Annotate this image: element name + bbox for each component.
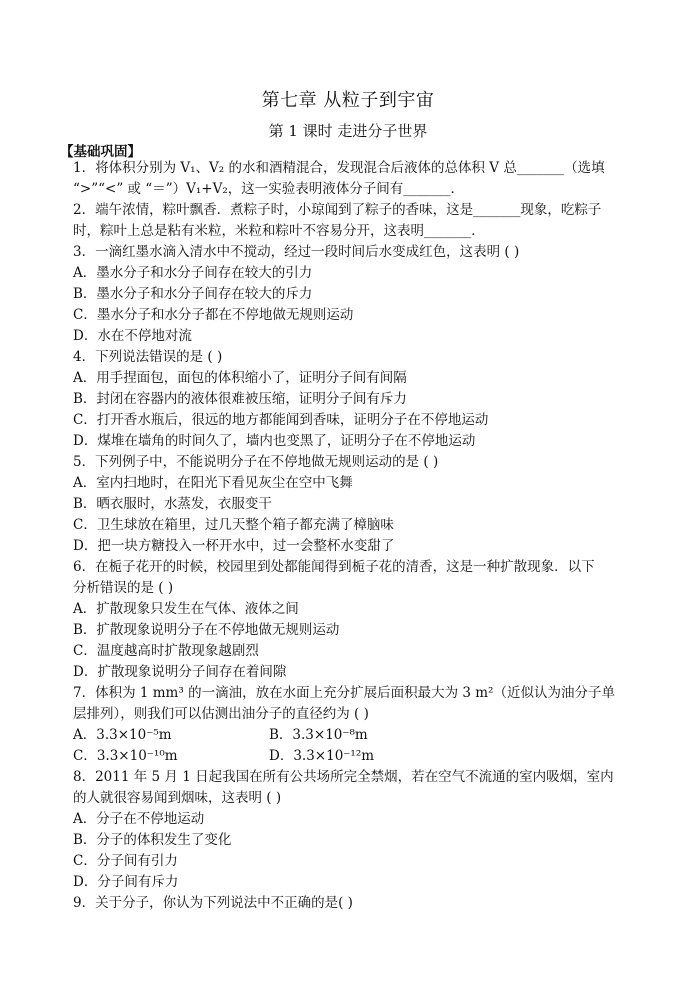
text-line: D．煤堆在墙角的时间久了，墙内也变黑了，证明分子在不停地运动 (73, 433, 476, 449)
section-label: 【基础巩固】 (60, 144, 141, 160)
text-line: 层排列），则我们可以估测出油分子的直径约为 ( ) (73, 706, 369, 722)
q7-option-b: B．3.3×10⁻⁸m (269, 727, 368, 743)
question-body (73, 158, 633, 914)
text-line: C．分子间有引力 (73, 853, 178, 869)
q7-option-d: D．3.3×10⁻¹²m (269, 748, 375, 764)
text-line: 8．2011 年 5 月 1 日起我国在所有公共场所完全禁烟，若在空气不流通的室内吸烟，室内 (73, 769, 614, 785)
text-line: A．扩散现象只发生在气体、液体之间 (73, 601, 299, 617)
text-line: 6．在栀子花开的时候，校园里到处都能闻得到栀子花的清香，这是一种扩散现象．以下 (73, 559, 595, 575)
chapter-title: 第七章 从粒子到宇宙 (261, 90, 435, 111)
q7-option-a: A．3.3×10⁻⁵m (73, 727, 172, 743)
text-line: A．室内扫地时，在阳光下看见灰尘在空中飞舞 (73, 475, 353, 491)
text-line: 9．关于分子，你认为下列说法中不正确的是( ) (73, 895, 353, 911)
q7-option-c: C．3.3×10⁻¹⁰m (73, 748, 178, 764)
text-line: 4．下列说法错误的是 ( ) (73, 349, 223, 365)
text-line: B．封闭在容器内的液体很难被压缩，证明分子间有斥力 (73, 391, 407, 407)
text-line: 7．体积为 1 mm³ 的一滴油，放在水面上充分扩展后面积最大为 3 m²（近似认为油分子单 (73, 685, 615, 701)
text-line: C．打开香水瓶后，很远的地方都能闻到香味，证明分子在不停地运动 (73, 412, 489, 428)
text-line: 的人就很容易闻到烟味，这表明 ( ) (73, 790, 282, 806)
text-line: D．水在不停地对流 (73, 328, 192, 344)
text-line: 分析错误的是 ( ) (73, 580, 174, 596)
text-line: C．卫生球放在箱里，过几天整个箱子都充满了樟脑味 (73, 517, 394, 533)
text-line: A．用手捏面包，面包的体积缩小了，证明分子间有间隔 (73, 370, 407, 386)
text-line: 5．下列例子中，不能说明分子在不停地做无规则运动的是 ( ) (73, 454, 439, 470)
text-line: 2．端午浓情，粽叶飘香．煮粽子时，小琼闻到了粽子的香味，这是_______现象，吃粽子 (73, 202, 602, 218)
text-line: D．分子间有斥力 (73, 874, 179, 890)
text-line: A．分子在不停地运动 (73, 811, 205, 827)
text-line: D．把一块方糖投入一杯开水中，过一会整杯水变甜了 (73, 538, 395, 554)
text-line: B．晒衣服时，水蒸发，衣服变干 (73, 496, 272, 512)
q7-options-row-2 (73, 746, 633, 767)
q7-options-row-1 (73, 725, 633, 746)
text-line: D．扩散现象说明分子间存在着间隙 (73, 664, 287, 680)
text-line: “>”“<” 或 “＝”）V₁+V₂，这一实验表明液体分子间有_______． (73, 181, 464, 197)
text-line: B．墨水分子和水分子间存在较大的斥力 (73, 286, 313, 302)
text-line: C．墨水分子和水分子都在不停地做无规则运动 (73, 307, 354, 323)
text-line: B．扩散现象说明分子在不停地做无规则运动 (73, 622, 340, 638)
text-line: C．温度越高时扩散现象越剧烈 (73, 643, 259, 659)
text-line: 1．将体积分别为 V₁、V₂ 的水和酒精混合，发现混合后液体的总体积 V 总_______（选填 (73, 160, 605, 176)
text-line: 时，粽叶上总是粘有米粒，米粒和粽叶不容易分开，这表明_______． (73, 223, 485, 239)
text-line: 3．一滴红墨水滴入清水中不搅动，经过一段时间后水变成红色，这表明 ( ) (73, 244, 520, 260)
text-line: B．分子的体积发生了变化 (73, 832, 232, 848)
text-line: A．墨水分子和水分子间存在较大的引力 (73, 265, 313, 281)
lesson-title: 第 1 课时 走进分子世界 (268, 122, 428, 140)
